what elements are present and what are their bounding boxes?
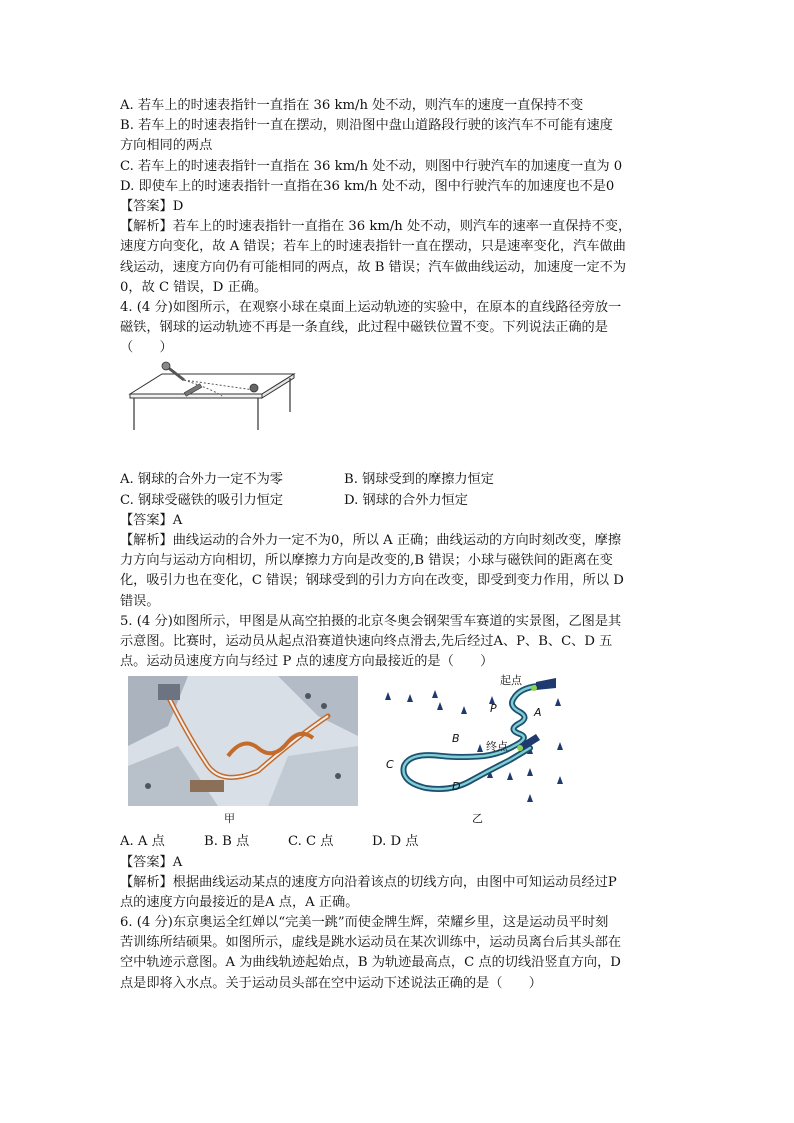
q5-option-d: D. D 点	[372, 834, 419, 850]
caption-jia: 甲	[224, 812, 235, 826]
track-photo-sketch	[128, 676, 358, 806]
label-b: B	[452, 732, 460, 746]
q6-stem-4: 点是即将入水点。关于运动员头部在空中运动下述说法正确的是（ ）	[120, 975, 542, 991]
q6-stem: 6. (4 分)东京奥运全红婵以“完美一跳”而使金牌生辉，荣耀乡里，这是运动员平时刻	[120, 915, 609, 931]
q5-stem-2: 示意图。比赛时，运动员从起点沿赛道快速向终点滑去,先后经过A、P、B、C、D 五	[120, 633, 613, 649]
steel-ball-end	[250, 384, 258, 392]
q5-answer: 【答案】A	[120, 854, 183, 870]
q5-stem: 5. (4 分)如图所示，甲图是从高空拍摄的北京冬奥会钢架雪车赛道的实景图，乙图是其	[120, 613, 622, 629]
q3-answer: 【答案】D	[120, 198, 184, 214]
q3-explanation: 【解析】若车上的时速表指针一直指在 36 km/h 处不动，则汽车的速率一直保持不变，	[120, 219, 632, 235]
q3-option-d: D. 即使车上的时速表指针一直指在36 km/h 处不动，图中行驶汽车的加速度也不是0	[120, 178, 615, 194]
q4-stem-3: （ ）	[120, 340, 173, 356]
q3-explanation-3: 线运动，速度方向仍有可能相同的两点，故 B 错误；汽车做曲线运动，加速度一定不为	[120, 259, 627, 275]
start-point-dot	[531, 685, 537, 691]
table-magnet-diagram	[122, 360, 302, 468]
q4-options-row-1	[120, 470, 680, 490]
q4-stem: 4. (4 分)如图所示，在观察小球在桌面上运动轨迹的实验中，在原本的直线路径旁放一	[120, 299, 622, 315]
q4-stem-2: 磁铁，钢球的运动轨迹不再是一条直线，此过程中磁铁位置不变。下列说法正确的是	[120, 320, 608, 336]
label-a: A	[534, 706, 542, 720]
q6-stem-3: 空中轨迹示意图。A 为曲线轨迹起始点，B 为轨迹最高点，C 点的切线沿竖直方向，D	[120, 955, 621, 971]
q4-option-c: C. 钢球受磁铁的吸引力恒定	[120, 492, 284, 508]
track-schematic	[380, 672, 580, 808]
q4-explanation-3: 化，吸引力也在变化，C 错误；钢球受到的引力方向在改变，即受到变力作用，所以 D	[120, 573, 624, 589]
q3-option-b: B. 若车上的时速表指针一直在摆动，则沿图中盘山道路段行驶的该汽车不可能有速度	[120, 118, 613, 134]
q3-option-b-cont: 方向相同的两点	[120, 138, 213, 154]
start-block	[536, 678, 556, 690]
q3-explanation-2: 速度方向变化，故 A 错误；若车上的时速表指针一直在摆动，只是速率变化，汽车做曲	[120, 239, 626, 255]
q4-options-row-2	[120, 491, 680, 511]
document-page	[120, 96, 680, 994]
track-aerial-photo	[128, 676, 358, 806]
label-d: D	[452, 780, 461, 794]
q4-option-a: A. 钢球的合外力一定不为零	[120, 472, 283, 488]
q4-answer: 【答案】A	[120, 512, 183, 528]
q3-option-a: A. 若车上的时速表指针一直指在 36 km/h 处不动，则汽车的速度一直保持不变	[120, 98, 584, 113]
q4-explanation-4: 错误。	[120, 593, 160, 609]
q4-explanation: 【解析】曲线运动的合外力一定不为0，所以 A 正确；曲线运动的方向时刻改变，摩擦	[120, 533, 622, 548]
q5-stem-3: 点。运动员速度方向与经过 P 点的速度方向最接近的是（ ）	[120, 654, 494, 670]
steel-ball-start	[162, 362, 170, 370]
label-c: C	[386, 758, 394, 772]
label-end: 终点	[486, 740, 508, 754]
label-start: 起点	[500, 674, 522, 688]
end-point-dot	[517, 745, 523, 751]
q5-explanation-2: 点的速度方向最接近的是A 点，A 正确。	[120, 894, 359, 910]
q5-option-a: A. A 点	[120, 834, 165, 850]
q3-explanation-4: 0，故 C 错误，D 正确。	[120, 279, 268, 295]
q5-figures	[120, 676, 680, 832]
q4-figure-table	[120, 358, 680, 470]
q6-stem-2: 苦训练所结硕果。如图所示，虚线是跳水运动员在某次训练中，运动员离台后其头部在	[120, 935, 622, 951]
q5-options	[120, 832, 680, 852]
q4-option-d: D. 钢球的合外力恒定	[344, 492, 468, 508]
q4-option-b: B. 钢球受到的摩擦力恒定	[344, 472, 494, 488]
q5-option-b: B. B 点	[204, 834, 250, 850]
label-p: P	[490, 702, 497, 716]
q3-option-c: C. 若车上的时速表指针一直指在 36 km/h 处不动，则图中行驶汽车的加速度一直为 0	[120, 158, 623, 174]
q4-explanation-2: 力方向与运动方向相切，所以摩擦力方向是改变的,B 错误；小球与磁铁间的距离在变	[120, 553, 613, 569]
q5-option-c: C. C 点	[288, 834, 334, 850]
caption-yi: 乙	[472, 812, 483, 826]
q5-explanation: 【解析】根据曲线运动某点的速度方向沿着该点的切线方向，由图中可知运动员经过P	[120, 874, 617, 890]
